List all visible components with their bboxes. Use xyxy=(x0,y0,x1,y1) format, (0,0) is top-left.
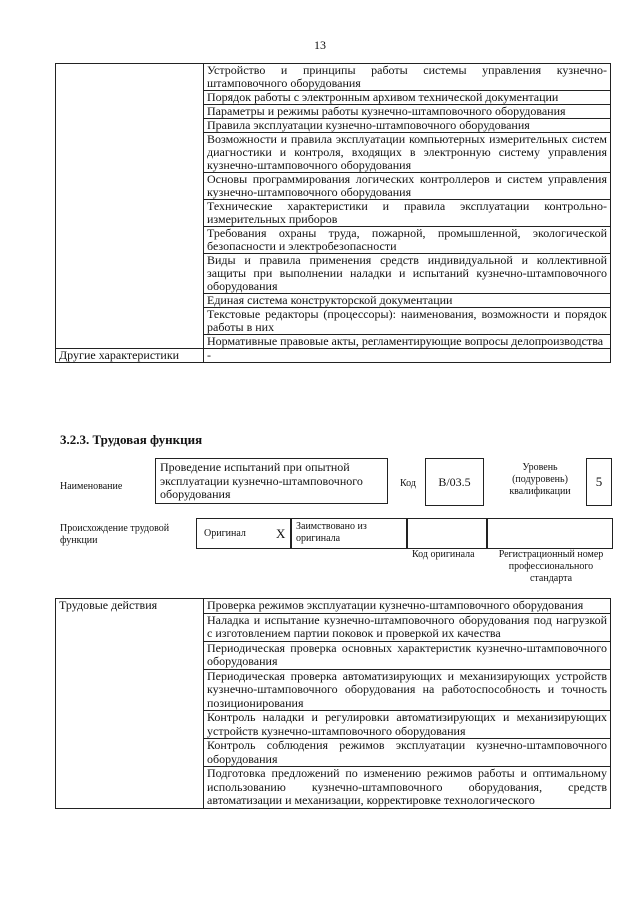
table-cell: Требования охраны труда, пожарной, промышленной, экологической безопасности и электробезопасности xyxy=(204,227,611,254)
table-label-cell xyxy=(56,64,204,349)
table-cell: Периодическая проверка автоматизирующих и механизирующих устройств кузнечно-штамповочного оборудования на работоспособность и точность позиционирования xyxy=(204,669,611,711)
knowledge-table xyxy=(55,63,611,363)
borrowed-label: Заимствовано из оригинала xyxy=(296,521,367,544)
table-row xyxy=(56,349,611,363)
code-original-label: Код оригинала xyxy=(412,549,475,560)
table-cell: Устройство и принципы работы системы управления кузнечно-штамповочного оборудования xyxy=(204,64,611,91)
other-characteristics-label: Другие характеристики xyxy=(56,349,204,363)
table-row xyxy=(56,64,611,91)
code-original-cell xyxy=(406,518,488,549)
section-heading: 3.2.3. Трудовая функция xyxy=(60,432,203,447)
table-row xyxy=(56,599,611,614)
original-mark: X xyxy=(276,526,286,541)
labor-actions-label: Трудовые действия xyxy=(56,599,204,809)
function-name-box: Проведение испытаний при опытной эксплуатации кузнечно-штамповочного оборудования xyxy=(155,458,388,504)
code-value-box: B/03.5 xyxy=(425,458,484,506)
other-characteristics-value: - xyxy=(204,349,611,363)
reg-number-label: Регистрационный номер профессионального стандарта xyxy=(498,549,604,584)
table-cell: Нормативные правовые акты, регламентирующие вопросы делопроизводства xyxy=(204,335,611,349)
level-value-box: 5 xyxy=(586,458,612,506)
origin-borrowed-cell xyxy=(290,518,408,549)
table-cell: Контроль соблюдения режимов эксплуатации кузнечно-штамповочного оборудования xyxy=(204,739,611,767)
level-label: Уровень (подуровень) квалификации xyxy=(509,462,571,497)
page-number: 13 xyxy=(314,38,326,52)
table-cell: Параметры и режимы работы кузнечно-штамповочного оборудования xyxy=(204,105,611,119)
name-label: Наименование xyxy=(60,481,123,492)
table-cell: Текстовые редакторы (процессоры): наименования, возможности и порядок работы в них xyxy=(204,308,611,335)
table-cell: Виды и правила применения средств индивидуальной и коллективной защиты при выполнении наладки и испытаний кузнечно-штамповочного оборудования xyxy=(204,254,611,294)
labor-actions-table xyxy=(55,598,611,809)
reg-number-cell xyxy=(486,518,613,549)
origin-original-cell xyxy=(196,518,292,549)
table-cell: Технические характеристики и правила эксплуатации контрольно-измерительных приборов xyxy=(204,200,611,227)
table-cell: Наладка и испытание кузнечно-штамповочного оборудования под нагрузкой с изготовлением партии поковок и проверкой их качества xyxy=(204,613,611,641)
table-cell: Подготовка предложений по изменению режимов работы и оптимальному использованию кузнечно-штамповочного оборудования, средств автоматизации и механизации, корректировке технологического xyxy=(204,767,611,809)
original-label: Оригинал xyxy=(204,528,246,539)
code-label: Код xyxy=(400,478,416,489)
table-cell: Проверка режимов эксплуатации кузнечно-штамповочного оборудования xyxy=(204,599,611,614)
table-cell: Правила эксплуатации кузнечно-штамповочного оборудования xyxy=(204,119,611,133)
table-cell: Единая система конструкторской документации xyxy=(204,294,611,308)
table-cell: Порядок работы с электронным архивом технической документации xyxy=(204,91,611,105)
table-cell: Периодическая проверка основных характеристик кузнечно-штамповочного оборудования xyxy=(204,641,611,669)
table-cell: Контроль наладки и регулировки автоматизирующих и механизирующих устройств кузнечно-штамповочного оборудования xyxy=(204,711,611,739)
table-cell: Возможности и правила эксплуатации компьютерных измерительных систем диагностики и контроля, входящих в электронную систему управления кузнечно-штамповочного оборудования xyxy=(204,133,611,173)
origin-label: Происхождение трудовой функции xyxy=(60,523,170,546)
table-cell: Основы программирования логических контроллеров и систем управления кузнечно-штамповочного оборудования xyxy=(204,173,611,200)
